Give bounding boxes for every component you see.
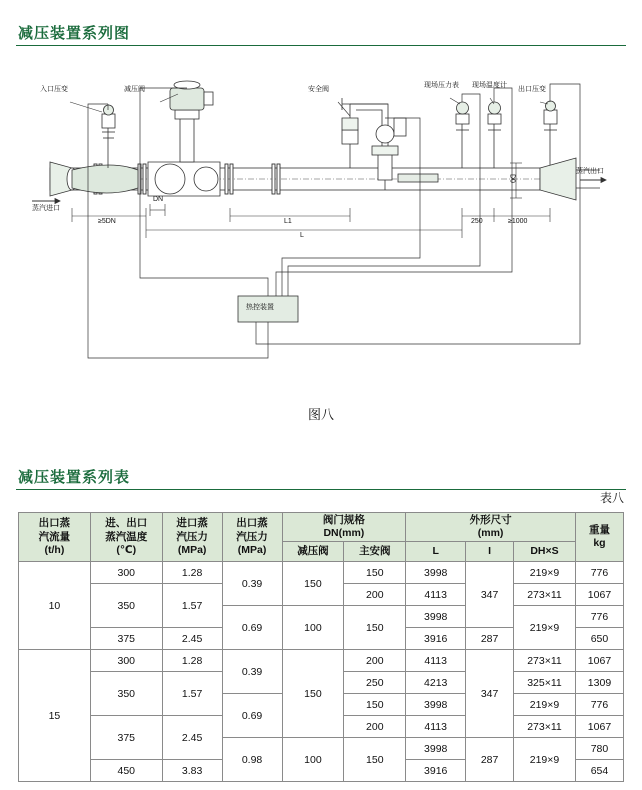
cell-dim-l: 4213: [406, 672, 466, 694]
cell-dim-l: 3916: [406, 760, 466, 782]
cell-main-valve: 200: [344, 584, 406, 606]
cell-temp: 300: [90, 650, 162, 672]
diagram-svg: [20, 58, 624, 398]
callout-site-pressure-gauge: 现场压力表: [424, 82, 459, 89]
cell-dim-dhs: 325×11: [514, 672, 576, 694]
th-valve-group-line1: 阀门规格: [322, 514, 365, 526]
th-weight-line1: 重量: [588, 524, 610, 536]
cell-weight: 776: [575, 606, 623, 628]
th-inlet-pressure-line2: 汽压力: [176, 530, 208, 543]
cell-inlet-pressure: 2.45: [162, 716, 222, 760]
callout-outlet-valve: 出口压变: [518, 86, 546, 93]
th-flow-line1: 出口蒸: [38, 517, 71, 530]
th-outlet-pressure: [222, 513, 282, 562]
cell-outlet-pressure: 0.69: [222, 694, 282, 738]
cell-dim-dhs: 219×9: [514, 562, 576, 584]
cell-dim-dhs: 273×11: [514, 650, 576, 672]
th-main-safety-valve: 主安阀: [344, 542, 406, 562]
dim-5dn: ≥5DN: [98, 218, 116, 225]
th-outlet-pressure-line1: 出口蒸: [236, 517, 268, 530]
th-reducing-valve: 减压阀: [282, 542, 344, 562]
cell-dim-l: 3916: [406, 628, 466, 650]
cell-temp: 300: [90, 562, 162, 584]
cell-reducing-valve: 150: [282, 650, 344, 738]
cell-main-valve: 150: [344, 606, 406, 650]
th-dimension-group: [406, 513, 576, 542]
th-temp-line3: (℃): [116, 543, 137, 556]
th-valve-group: [282, 513, 406, 542]
dim-l1: L1: [284, 218, 292, 225]
figure-caption: 图八: [307, 407, 334, 422]
cell-weight: 1067: [575, 584, 623, 606]
cell-dim-dhs: 219×9: [514, 738, 576, 782]
callout-safety-valve: 安全阀: [308, 86, 329, 93]
th-inlet-pressure: [162, 513, 222, 562]
cell-inlet-pressure: 1.28: [162, 650, 222, 672]
cell-temp: 450: [90, 760, 162, 782]
table-label: 表八: [599, 491, 624, 505]
cell-dim-l: 3998: [406, 694, 466, 716]
cell-reducing-valve: 150: [282, 562, 344, 606]
section-title-diagram: 减压装置系列图: [18, 25, 131, 42]
dim-l: L: [300, 232, 304, 239]
cell-main-valve: 150: [344, 694, 406, 716]
cell-reducing-valve: 100: [282, 606, 344, 650]
cell-temp: 375: [90, 716, 162, 760]
th-weight: [575, 513, 623, 562]
th-temp-line2: 蒸汽温度: [105, 530, 148, 543]
dim-dn: DN: [153, 196, 164, 203]
th-dim-i: I: [466, 542, 514, 562]
cell-dim-dhs: 219×9: [514, 694, 576, 716]
section-divider-1: [16, 45, 626, 46]
cell-flow: 10: [19, 562, 91, 650]
cell-temp: 350: [90, 672, 162, 716]
cell-main-valve: 150: [344, 738, 406, 782]
cell-inlet-pressure: 1.28: [162, 562, 222, 584]
cell-dim-i: 347: [466, 562, 514, 628]
cell-dim-i: 287: [466, 738, 514, 782]
cell-weight: 780: [575, 738, 623, 760]
th-valve-group-line2: DN(mm): [323, 527, 365, 540]
cell-outlet-pressure: 0.69: [222, 606, 282, 650]
cell-outlet-pressure: 0.98: [222, 738, 282, 782]
th-flow: [19, 513, 91, 562]
cell-dim-l: 4113: [406, 716, 466, 738]
cell-dim-l: 3998: [406, 606, 466, 628]
callout-steam-inlet: 蒸汽进口: [32, 205, 60, 212]
cell-inlet-pressure: 1.57: [162, 672, 222, 716]
cell-weight: 776: [575, 694, 623, 716]
callout-steam-outlet: 蒸汽出口: [576, 168, 604, 175]
th-outlet-pressure-line3: (MPa): [237, 543, 267, 556]
cell-reducing-valve: 100: [282, 738, 344, 782]
th-temp: [90, 513, 162, 562]
spec-table: [18, 512, 624, 782]
callout-reducing-valve: 减压阀: [124, 86, 145, 93]
dim-1000: ≥1000: [508, 218, 528, 225]
th-flow-line2: 汽流量: [38, 530, 71, 543]
cell-dim-dhs: 273×11: [514, 584, 576, 606]
cell-dim-i: 287: [466, 628, 514, 650]
cell-dim-l: 3998: [406, 562, 466, 584]
th-weight-line2: kg: [593, 537, 606, 550]
cell-weight: 776: [575, 562, 623, 584]
dim-250: 250: [471, 218, 483, 225]
cell-inlet-pressure: 2.45: [162, 628, 222, 650]
table-row: [19, 562, 624, 584]
callout-site-thermometer: 现场温度计: [472, 82, 507, 89]
cell-weight: 654: [575, 760, 623, 782]
cell-weight: 650: [575, 628, 623, 650]
cell-main-valve: 150: [344, 562, 406, 584]
th-dimension-group-line1: 外形尺寸: [469, 514, 512, 526]
cell-main-valve: 200: [344, 650, 406, 672]
cell-flow: 15: [19, 650, 91, 782]
cell-temp: 350: [90, 584, 162, 628]
th-temp-line1: 进、出口: [105, 517, 148, 530]
cell-dim-i: 347: [466, 650, 514, 738]
table-row: [19, 650, 624, 672]
th-dimension-group-line2: (mm): [477, 527, 504, 540]
cell-dim-l: 3998: [406, 738, 466, 760]
cell-weight: 1309: [575, 672, 623, 694]
cell-inlet-pressure: 3.83: [162, 760, 222, 782]
table-header-row-1: [19, 513, 624, 542]
dim-d0: D0: [508, 174, 516, 183]
cell-main-valve: 200: [344, 716, 406, 738]
cell-dim-l: 4113: [406, 584, 466, 606]
section-title-table: 减压装置系列表: [18, 469, 131, 486]
th-dim-l: L: [406, 542, 466, 562]
cell-dim-dhs: 219×9: [514, 606, 576, 650]
cell-temp: 375: [90, 628, 162, 650]
callout-control-box: 热控装置: [246, 304, 274, 311]
cell-dim-l: 4113: [406, 650, 466, 672]
cell-main-valve: 250: [344, 672, 406, 694]
th-dim-dhs: DH×S: [514, 542, 576, 562]
pressure-reducing-device-diagram: [20, 58, 624, 398]
th-outlet-pressure-line2: 汽压力: [236, 530, 268, 543]
cell-weight: 1067: [575, 716, 623, 738]
th-inlet-pressure-line1: 进口蒸: [176, 517, 208, 530]
cell-inlet-pressure: 1.57: [162, 584, 222, 628]
cell-dim-dhs: 273×11: [514, 716, 576, 738]
cell-outlet-pressure: 0.39: [222, 562, 282, 606]
cell-outlet-pressure: 0.39: [222, 650, 282, 694]
th-inlet-pressure-line3: (MPa): [177, 543, 207, 556]
cell-weight: 1067: [575, 650, 623, 672]
section-divider-2: [16, 489, 626, 490]
th-flow-line3: (t/h): [44, 543, 65, 556]
callout-inlet-valve: 入口压变: [40, 86, 68, 93]
